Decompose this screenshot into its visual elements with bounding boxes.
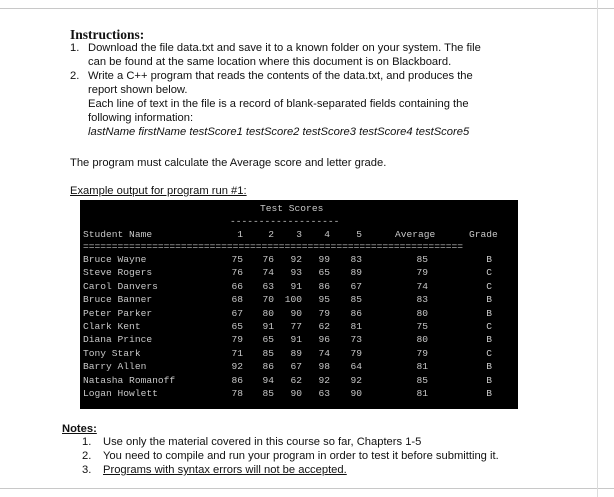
program-note: The program must calculate the Average score and letter grade. [70, 157, 387, 169]
row-score-3: 77 [290, 321, 302, 332]
row-score-5: 67 [350, 280, 362, 292]
row-student-name: Natasha Romanoff [83, 374, 176, 386]
row-average: 79 [416, 347, 428, 359]
group-header: Test Scores [260, 203, 324, 214]
row-student-name: Steve Rogers [83, 267, 153, 279]
row-score-1: 76 [231, 267, 243, 279]
example-label: Example output for program run #1: [70, 185, 247, 197]
col-score-2: 2 [268, 229, 274, 240]
col-score-5: 5 [356, 229, 362, 240]
row-score-3: 90 [290, 307, 302, 319]
row-score-5: 86 [350, 307, 362, 319]
row-score-4: 92 [318, 374, 330, 386]
row-score-2: 76 [262, 254, 274, 265]
row-grade: B [486, 388, 492, 399]
note-item [82, 449, 499, 463]
row-student-name: Carol Danvers [83, 280, 158, 292]
row-average: 83 [416, 294, 428, 306]
row-average: 85 [416, 374, 428, 386]
row-score-2: 70 [262, 294, 274, 306]
row-score-3: 92 [290, 254, 302, 265]
row-student-name: Bruce Wayne [83, 254, 147, 265]
row-score-5: 90 [350, 388, 362, 399]
row-score-4: 98 [318, 361, 330, 373]
note-text: Programs with syntax errors will not be accepted. [103, 464, 347, 476]
row-average: 79 [416, 267, 428, 279]
row-score-3: 67 [290, 361, 302, 373]
row-score-3: 62 [290, 374, 302, 386]
row-grade: B [486, 361, 492, 373]
row-grade: B [486, 294, 492, 306]
instruction-text: Write a C++ program that reads the contents of the data.txt, and produces the [88, 70, 473, 82]
row-score-2: 86 [262, 361, 274, 373]
col-score-3: 3 [296, 229, 302, 240]
row-score-3: 91 [290, 334, 302, 346]
row-score-1: 67 [231, 307, 243, 319]
note-text: Use only the material covered in this course so far, Chapters 1-5 [103, 436, 422, 448]
row-score-3: 89 [290, 347, 302, 359]
bottom-page-rule [0, 488, 614, 489]
item-number: 2. [70, 70, 80, 82]
row-score-5: 73 [350, 334, 362, 346]
instruction-item-2 [70, 69, 540, 139]
row-score-3: 100 [284, 294, 302, 306]
row-score-2: 63 [262, 280, 274, 292]
row-average: 80 [416, 334, 428, 346]
console-output [80, 200, 518, 409]
item-number: 2. [82, 450, 92, 462]
row-grade: B [486, 307, 492, 319]
row-score-4: 63 [318, 388, 330, 399]
row-score-1: 66 [231, 280, 243, 292]
row-score-1: 92 [231, 361, 243, 373]
row-score-3: 91 [290, 280, 302, 292]
row-score-4: 95 [318, 294, 330, 306]
row-score-4: 79 [318, 307, 330, 319]
row-score-2: 80 [262, 307, 274, 319]
row-grade: B [486, 334, 492, 346]
row-score-4: 96 [318, 334, 330, 346]
row-score-5: 85 [350, 294, 362, 306]
row-score-4: 74 [318, 347, 330, 359]
row-student-name: Tony Stark [83, 347, 141, 359]
row-score-3: 93 [290, 267, 302, 279]
note-item [82, 435, 499, 449]
row-score-2: 85 [262, 388, 274, 399]
row-average: 81 [416, 388, 428, 399]
instruction-text: report shown below. [88, 84, 188, 96]
row-score-2: 65 [262, 334, 274, 346]
row-average: 85 [416, 254, 428, 265]
instruction-text: Each line of text in the file is a record of blank-separated fields containing the [88, 98, 469, 110]
notes-section [62, 423, 499, 477]
col-score-1: 1 [237, 229, 243, 240]
col-grade: Grade [469, 229, 498, 240]
row-score-2: 85 [262, 347, 274, 359]
row-average: 75 [416, 321, 428, 332]
row-score-4: 99 [318, 254, 330, 265]
row-grade: C [486, 267, 492, 279]
row-average: 81 [416, 361, 428, 373]
row-average: 74 [416, 280, 428, 292]
row-score-5: 89 [350, 267, 362, 279]
note-text: You need to compile and run your program in order to test it before submitting it. [103, 450, 499, 462]
instruction-text: following information: [88, 112, 194, 124]
col-average: Average [395, 229, 436, 240]
top-page-rule [0, 8, 614, 9]
row-student-name: Peter Parker [83, 307, 153, 319]
row-score-4: 86 [318, 280, 330, 292]
item-number: 1. [82, 436, 92, 448]
separator: ================================================================== [83, 241, 463, 252]
item-number: 1. [70, 42, 80, 54]
row-grade: B [486, 374, 492, 386]
instruction-text: can be found at the same location where this document is on Blackboard. [88, 56, 452, 68]
instruction-text: Download the file data.txt and save it to a known folder on your system. The file [88, 42, 481, 54]
row-score-1: 75 [231, 254, 243, 265]
record-format: lastName firstName testScore1 testScore2 testScore3 testScore4 testScore5 [88, 126, 470, 138]
row-student-name: Diana Prince [83, 334, 153, 346]
row-score-5: 83 [350, 254, 362, 265]
row-grade: C [486, 321, 492, 332]
note-item [82, 463, 499, 477]
row-score-2: 94 [262, 374, 274, 386]
row-score-1: 71 [231, 347, 243, 359]
row-score-1: 79 [231, 334, 243, 346]
row-score-2: 74 [262, 267, 274, 279]
col-score-4: 4 [324, 229, 330, 240]
right-page-rule [597, 0, 598, 497]
group-dashes: ------------------- [230, 216, 340, 227]
row-score-3: 90 [290, 388, 302, 399]
row-score-1: 68 [231, 294, 243, 306]
row-score-5: 79 [350, 347, 362, 359]
row-grade: B [486, 254, 492, 265]
row-score-5: 81 [350, 321, 362, 332]
row-score-5: 64 [350, 361, 362, 373]
instructions-list [70, 41, 540, 139]
row-score-5: 92 [350, 374, 362, 386]
row-student-name: Bruce Banner [83, 294, 153, 306]
row-score-4: 62 [318, 321, 330, 332]
instructions-heading: Instructions: [70, 27, 145, 42]
instruction-item-1 [70, 41, 540, 69]
row-average: 80 [416, 307, 428, 319]
notes-heading: Notes: [62, 423, 97, 435]
row-score-2: 91 [262, 321, 274, 332]
row-score-1: 78 [231, 388, 243, 399]
row-grade: C [486, 280, 492, 292]
row-grade: C [486, 347, 492, 359]
row-student-name: Barry Allen [83, 361, 147, 373]
row-score-1: 65 [231, 321, 243, 332]
row-score-1: 86 [231, 374, 243, 386]
item-number: 3. [82, 464, 92, 476]
col-student-name: Student Name [83, 229, 153, 240]
row-student-name: Clark Kent [83, 321, 141, 332]
row-student-name: Logan Howlett [83, 388, 158, 399]
row-score-4: 65 [318, 267, 330, 279]
